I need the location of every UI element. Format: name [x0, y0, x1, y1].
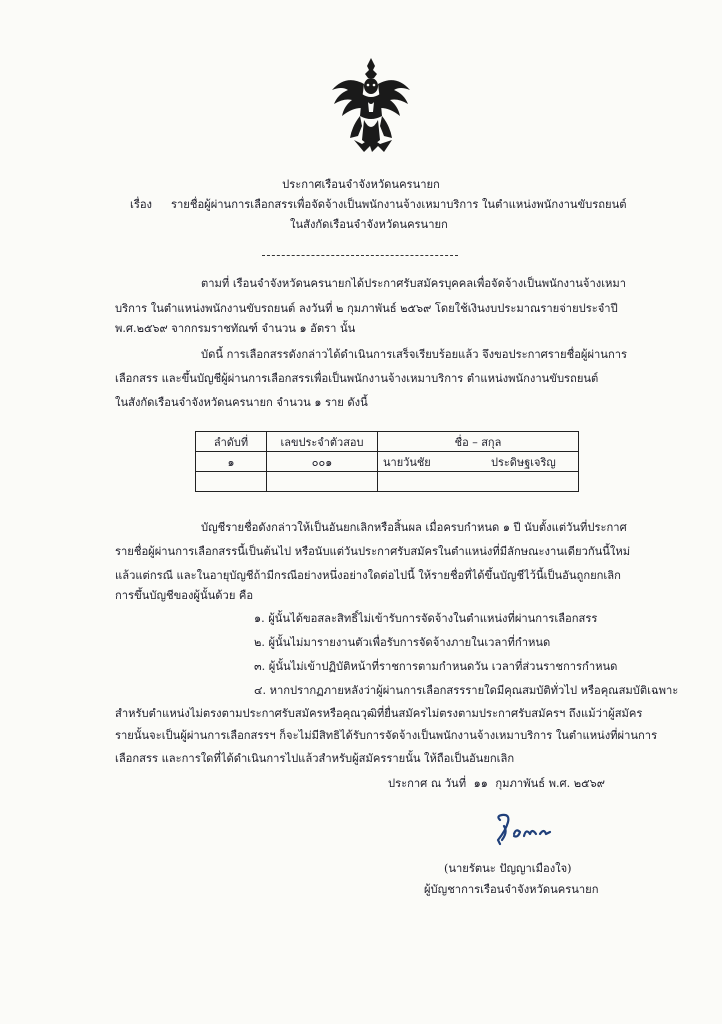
paragraph-1-line-2: บริการ ในตำแหน่งพนักงานขับรถยนต์ ลงวันที่ ๒ กุมภาพันธ์ ๒๕๖๙ โดยใช้เงินงบประมาณรายจ่ายประจำปี: [115, 302, 618, 315]
condition-item-2: ๒. ผู้นั้นไม่มารายงานตัวเพื่อรับการจัดจ้างภายในเวลาที่กำหนด: [254, 636, 551, 649]
paragraph-2-line-3: ในสังกัดเรือนจำจังหวัดนครนายก จำนวน ๑ ราย ดังนี้: [115, 396, 368, 409]
column-header-order: ลำดับที่: [196, 432, 267, 452]
column-header-name: ชื่อ – สกุล: [378, 432, 579, 452]
paragraph-2-line-2: เลือกสรร และขึ้นบัญชีผู้ผ่านการเลือกสรรเพื่อเป็นพนักงานจ้างเหมาบริการ ตำแหน่งพนักงานขับรถยนต์: [115, 372, 599, 385]
table-row: [196, 472, 579, 492]
table-header-row: [196, 432, 579, 452]
paragraph-3-line-2: รายชื่อผู้ผ่านการเลือกสรรนี้เป็นต้นไป หรือนับแต่วันประกาศรับสมัครในตำแหน่งที่มีลักษณะงานเดียวกันนี้ใหม่: [115, 545, 631, 558]
date-day: ๑๑: [473, 777, 488, 790]
handwritten-signature: [490, 812, 560, 848]
cell-order: ๑: [196, 452, 267, 472]
paragraph-2-line-1: บัดนี้ การเลือกสรรดังกล่าวได้ดำเนินการเสร็จเรียบร้อยแล้ว จึงขอประกาศรายชื่อผู้ผ่านการ: [201, 348, 628, 361]
condition-item-1: ๑. ผู้นั้นได้ขอสละสิทธิ์ไม่เข้ารับการจัดจ้างในตำแหน่งที่ผ่านการเลือกสรร: [254, 612, 598, 625]
paragraph-3-line-4: การขึ้นบัญชีของผู้นั้นด้วย คือ: [115, 589, 254, 602]
cell-name: [378, 452, 579, 472]
subject-line-1: รายชื่อผู้ผ่านการเลือกสรรเพื่อจัดจ้างเป็นพนักงานจ้างเหมาบริการ ในตำแหน่งพนักงานขับรถยนต์: [171, 198, 627, 211]
cell-empty: [378, 472, 579, 492]
subject-label: เรื่อง: [130, 198, 153, 211]
garuda-emblem-icon: [328, 56, 414, 156]
paragraph-3-line-1: บัญชีรายชื่อดังกล่าวให้เป็นอันยกเลิกหรือสิ้นผล เมื่อครบกำหนด ๑ ปี นับตั้งแต่วันที่ประกาศ: [201, 521, 627, 534]
cell-last-name: ประดิษฐเจริญ: [491, 455, 556, 469]
condition-item-4-line-1: ๔. หากปรากฏภายหลังว่าผู้ผ่านการเลือกสรรรายใดมีคุณสมบัติทั่วไป หรือคุณสมบัติเฉพาะ: [254, 684, 679, 697]
date-month-year: กุมภาพันธ์ พ.ศ. ๒๕๖๙: [495, 777, 605, 790]
paragraph-1-line-3: พ.ศ.๒๕๖๙ จากกรมราชทัณฑ์ จำนวน ๑ อัตรา นั้น: [115, 322, 356, 335]
signer-name: (นายรัตนะ ปัญญาเมืองใจ): [444, 862, 572, 875]
condition-item-4-line-4: เลือกสรร และการใดที่ได้ดำเนินการไปแล้วสำหรับผู้สมัครรายนั้น ให้ถือเป็นอันยกเลิก: [115, 752, 515, 765]
paragraph-1-line-1: ตามที่ เรือนจำจังหวัดนครนายกได้ประกาศรับสมัครบุคคลเพื่อจัดจ้างเป็นพนักงานจ้างเหมา: [201, 277, 627, 290]
divider: [262, 255, 458, 256]
announcement-date: [388, 777, 605, 791]
condition-item-4-line-3: รายนั้นจะเป็นผู้ผ่านการเลือกสรรฯ ก็จะไม่มีสิทธิได้รับการจัดจ้างเป็นพนักงานจ้างเหมาบริการ ในตำแหน่งที่ผ่านการ: [115, 729, 658, 742]
cell-empty: [196, 472, 267, 492]
condition-item-4-line-2: สำหรับตำแหน่งไม่ตรงตามประกาศรับสมัครหรือคุณวุฒิที่ยื่นสมัครไม่ตรงตามประกาศรับสมัครฯ ถึงแม้ว่าผู้สมัคร: [115, 707, 643, 720]
cell-empty: [267, 472, 378, 492]
condition-item-3: ๓. ผู้นั้นไม่เข้าปฏิบัติหน้าที่ราชการตามกำหนดวัน เวลาที่ส่วนราชการกำหนด: [254, 660, 618, 673]
passed-candidates-table: [195, 431, 579, 492]
table-row: [196, 452, 579, 472]
date-prefix: ประกาศ ณ วันที่: [388, 777, 467, 790]
cell-first-name: นายวันชัย: [383, 455, 431, 469]
signer-title: ผู้บัญชาการเรือนจำจังหวัดนครนายก: [424, 883, 599, 896]
cell-exam-id: ๐๐๑: [267, 452, 378, 472]
announcement-title: ประกาศเรือนจำจังหวัดนครนายก: [282, 178, 440, 191]
column-header-exam-id: เลขประจำตัวสอบ: [267, 432, 378, 452]
subject-line-2: ในสังกัดเรือนจำจังหวัดนครนายก: [290, 218, 448, 231]
paragraph-3-line-3: แล้วแต่กรณี และในอายุบัญชีถ้ามีกรณีอย่างหนึ่งอย่างใดต่อไปนี้ ให้รายชื่อที่ได้ขึ้นบัญชีไว้นี้เป็นอันถูกยกเลิก: [115, 569, 621, 582]
